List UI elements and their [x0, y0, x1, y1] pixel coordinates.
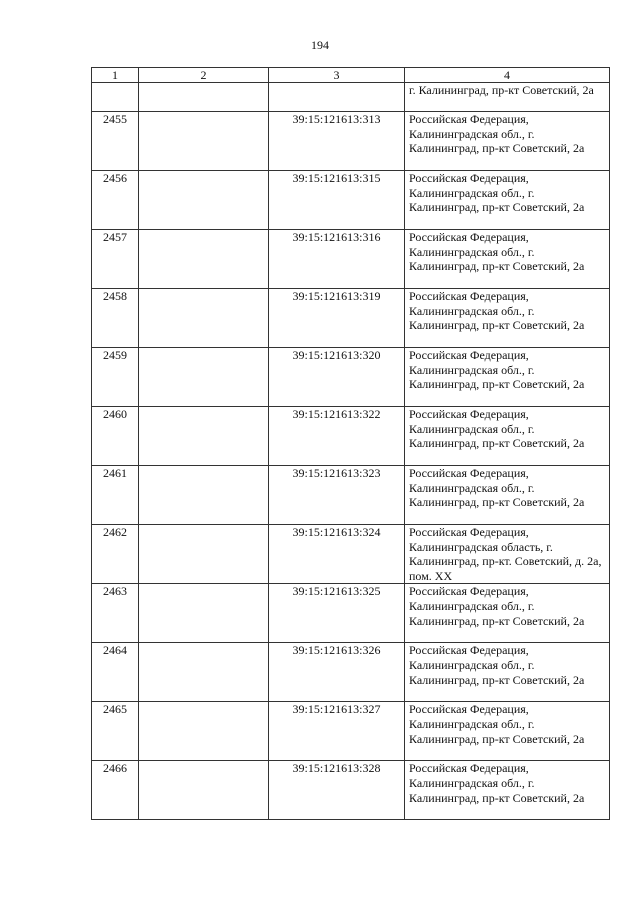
- table-header-row: [92, 68, 610, 83]
- cadastral-number-cell: 39:15:121613:320: [269, 348, 405, 407]
- row-number-cell: 2462: [92, 525, 139, 584]
- column-header-1: 1: [92, 68, 139, 83]
- table-row: [92, 584, 610, 643]
- cadastral-number-cell: 39:15:121613:319: [269, 289, 405, 348]
- cadastral-number-cell: 39:15:121613:322: [269, 407, 405, 466]
- page-number: 194: [311, 38, 329, 52]
- column-2-cell: [139, 525, 269, 584]
- row-number-cell: 2461: [92, 466, 139, 525]
- row-number-cell: 2464: [92, 643, 139, 702]
- cadastral-number-cell: 39:15:121613:324: [269, 525, 405, 584]
- cadastral-number-cell: 39:15:121613:313: [269, 112, 405, 171]
- address-cell: Российская Федерация, Калининградская обл., г. Калининград, пр-кт Советский, 2а: [405, 230, 610, 289]
- column-header-3: 3: [269, 68, 405, 83]
- table-row-carryover: [92, 83, 610, 112]
- address-cell: Российская Федерация, Калининградская обл., г. Калининград, пр-кт Советский, 2а: [405, 643, 610, 702]
- row-number-cell: 2463: [92, 584, 139, 643]
- table-row: [92, 702, 610, 761]
- row-number-cell: [92, 83, 139, 112]
- address-cell: Российская Федерация, Калининградская обл., г. Калининград, пр-кт Советский, 2а: [405, 289, 610, 348]
- column-2-cell: [139, 83, 269, 112]
- cadastral-number-cell: 39:15:121613:316: [269, 230, 405, 289]
- column-2-cell: [139, 466, 269, 525]
- table-row: [92, 348, 610, 407]
- row-number-cell: 2466: [92, 761, 139, 820]
- address-cell: Российская Федерация, Калининградская обл., г. Калининград, пр-кт Советский, 2а: [405, 112, 610, 171]
- cadastral-number-cell: 39:15:121613:327: [269, 702, 405, 761]
- row-number-cell: 2457: [92, 230, 139, 289]
- column-2-cell: [139, 761, 269, 820]
- address-cell: г. Калининград, пр-кт Советский, 2а: [405, 83, 610, 112]
- address-cell: Российская Федерация, Калининградская обл., г. Калининград, пр-кт Советский, 2а: [405, 466, 610, 525]
- row-number-cell: 2458: [92, 289, 139, 348]
- column-2-cell: [139, 407, 269, 466]
- address-cell: Российская Федерация, Калининградская обл., г. Калининград, пр-кт Советский, 2а: [405, 348, 610, 407]
- column-2-cell: [139, 584, 269, 643]
- cadastral-number-cell: 39:15:121613:326: [269, 643, 405, 702]
- address-cell: Российская Федерация, Калининградская область, г. Калининград, пр-кт. Советский, д. 2а, пом. XX: [405, 525, 610, 584]
- table-row: [92, 525, 610, 584]
- table-row: [92, 171, 610, 230]
- cadastral-number-cell: 39:15:121613:325: [269, 584, 405, 643]
- table-row: [92, 466, 610, 525]
- address-cell: Российская Федерация, Калининградская обл., г. Калининград, пр-кт Советский, 2а: [405, 171, 610, 230]
- column-header-4: 4: [405, 68, 610, 83]
- table-row: [92, 112, 610, 171]
- row-number-cell: 2460: [92, 407, 139, 466]
- column-2-cell: [139, 112, 269, 171]
- column-2-cell: [139, 230, 269, 289]
- table-row: [92, 289, 610, 348]
- cadastral-number-cell: 39:15:121613:315: [269, 171, 405, 230]
- address-cell: Российская Федерация, Калининградская обл., г. Калининград, пр-кт Советский, 2а: [405, 407, 610, 466]
- column-header-2: 2: [139, 68, 269, 83]
- column-2-cell: [139, 643, 269, 702]
- table-row: [92, 230, 610, 289]
- row-number-cell: 2455: [92, 112, 139, 171]
- table-row: [92, 643, 610, 702]
- table-row: [92, 407, 610, 466]
- table-row: [92, 761, 610, 820]
- address-cell: Российская Федерация, Калининградская обл., г. Калининград, пр-кт Советский, 2а: [405, 702, 610, 761]
- cadastral-number-cell: 39:15:121613:323: [269, 466, 405, 525]
- row-number-cell: 2465: [92, 702, 139, 761]
- row-number-cell: 2456: [92, 171, 139, 230]
- address-cell: Российская Федерация, Калининградская обл., г. Калининград, пр-кт Советский, 2а: [405, 761, 610, 820]
- registry-table: [91, 67, 610, 820]
- cadastral-number-cell: [269, 83, 405, 112]
- column-2-cell: [139, 702, 269, 761]
- address-cell: Российская Федерация, Калининградская обл., г. Калининград, пр-кт Советский, 2а: [405, 584, 610, 643]
- column-2-cell: [139, 171, 269, 230]
- column-2-cell: [139, 289, 269, 348]
- row-number-cell: 2459: [92, 348, 139, 407]
- cadastral-number-cell: 39:15:121613:328: [269, 761, 405, 820]
- column-2-cell: [139, 348, 269, 407]
